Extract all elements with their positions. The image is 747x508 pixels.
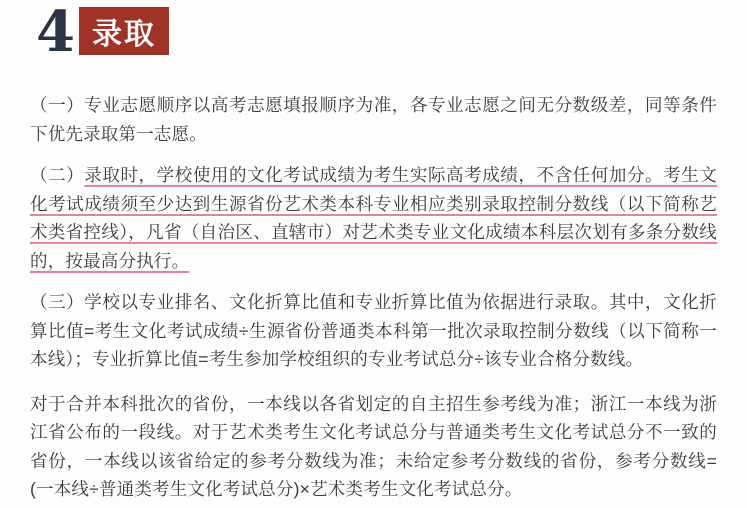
body-text: 对于合并本科批次的省份，一本线以各省划定的自主招生参考线为准；浙江一本线为浙江省公布的一段线。对于艺术类考生文化考试总分与普通类考生文化考试总分不一致的省份，一本线以该省给定的参考分数线为准；未给定参考分数线的省份，参考分数线=(一本线÷普通类考生文化考试总分)×艺术类考生文化考试总分。 <box>30 393 717 499</box>
content <box>0 91 747 504</box>
section-title-badge: 录取 <box>79 7 169 55</box>
body-text: （二） <box>30 165 85 185</box>
body-text: （一）专业志愿顺序以高考志愿填报顺序为准，各专业志愿之间无分数级差，同等条件下优先录取第一志愿。 <box>30 95 717 144</box>
paragraph-note <box>30 390 717 504</box>
paragraph-item-2 <box>30 161 717 275</box>
section-header <box>36 0 747 66</box>
body-text: （三）学校以专业排名、文化折算比值和专业折算比值为依据进行录取。其中，文化折算比值=考生文化考试成绩÷生源省份普通类本科第一批次录取控制分数线（以下简称一本线）；专业折算比值=考生参加学校组织的专业考试总分÷该专业合格分数线。 <box>30 292 717 369</box>
paragraph-item-3 <box>30 288 717 374</box>
section-number: 4 <box>36 0 75 66</box>
paragraph-item-1 <box>30 91 717 148</box>
underlined-text: 录取时，学校使用的文化考试成绩为考生实际高考成绩，不含任何加分。考生文化考试成绩须至少达到生源省份艺术类本科专业相应类别录取控制分数线（以下简称艺术类省控线），凡省（自治区、直辖市）对艺术类专业文化成绩本科层次划有多条分数线的，按最高分执行。 <box>30 165 718 271</box>
